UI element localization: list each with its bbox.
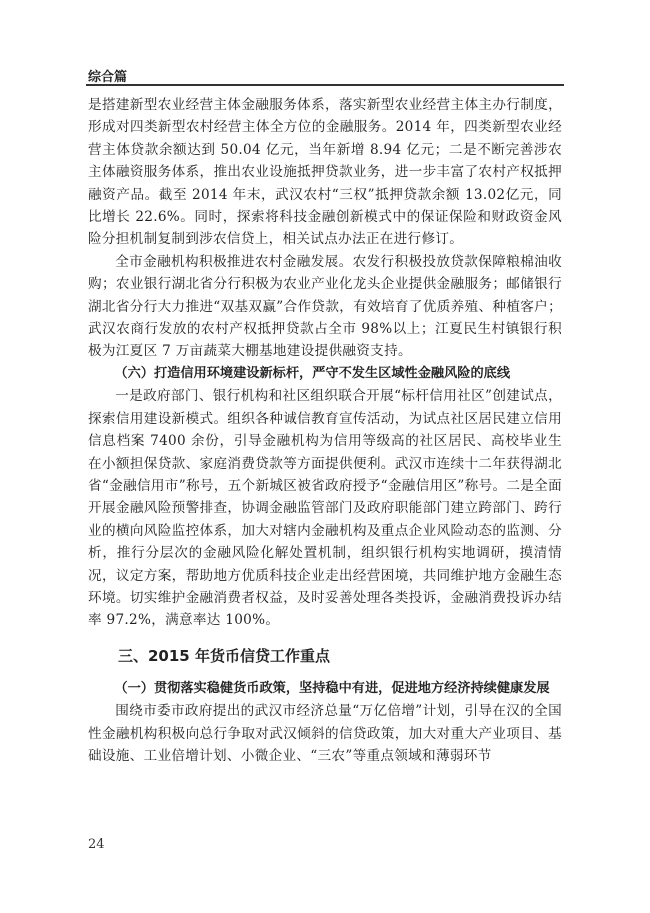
header-rule [86,84,564,86]
page-number: 24 [88,837,105,852]
page-body [88,94,562,767]
section-heading-3: 三、2015 年货币信贷工作重点 [118,646,330,665]
paragraph-1: 是搭建新型农业经营主体金融服务体系，落实新型农业经营主体主办行制度，形成对四类新型农村经营主体全方位的金融服务。2014 年，四类新型农业经营主体贷款余额达到 50.04 亿元，当年新增 8.94 亿元；二是不断完善涉农主体融资服务体系，推出农业设施抵押贷款业务，进一步丰富了农村产权抵押融资产品。截至 2014 年末，武汉农村“三权”抵押贷款余额 13.02亿元，同比增长 22.6%。同时，探索将科技金融创新模式中的保证保险和财政资金风险分担机制复制到涉农信贷上，相关试点办法正在进行修订。 [88,97,562,248]
paragraph-4: 围绕市委市政府提出的武汉市经济总量“万亿倍增”计划，引导在汉的全国性金融机构积极向总行争取对武汉倾斜的信贷政策，加大对重大产业项目、基础设施、工业倍增计划、小微企业、“三农”等重点领域和薄弱环节 [88,703,562,764]
running-header: 综合篇 [88,70,128,85]
subheading-1: （一）贯彻落实稳健货币政策，坚持稳中有进，促进地方经济持续健康发展 [114,680,550,696]
paragraph-3: 一是政府部门、银行机构和社区组织联合开展“标杆信用社区”创建试点，探索信用建设新模式。组织各种诚信教育宣传活动，为试点社区居民建立信用信息档案 7400 余份，引导金融机构为信用等级高的社区居民、高校毕业生在小额担保贷款、家庭消费贷款等方面提供便利。武汉市连续十二年获得湖北省“金融信用市”称号，五个新城区被省政府授予“金融信用区”称号。二是全面开展金融风险预警排查，协调金融监管部门及政府职能部门建立跨部门、跨行业的横向风险监控体系，加大对辖内金融机构及重点企业风险动态的监测、分析，推行分层次的金融风险化解处置机制，组织银行机构实地调研，摸清情况，议定方案，帮助地方优质科技企业走出经营困境，共同维护地方金融生态环境。切实维护金融消费者权益，及时妥善处理各类投诉，金融消费投诉办结率 97.2%，满意率达 100%。 [88,388,562,629]
subheading-6: （六）打造信用环境建设新标杆，严守不发生区域性金融风险的底线 [114,365,511,381]
paragraph-2: 全市金融机构积极推进农村金融发展。农发行积极投放贷款保障粮棉油收购；农业银行湖北省分行积极为农业产业化龙头企业提供金融服务；邮储银行湖北省分行大力推进“双基双赢”合作贷款，有效培育了优质养殖、种植客户；武汉农商行发放的农村产权抵押贷款占全市 98%以上；江夏民生村镇银行积极为江夏区 7 万亩蔬菜大棚基地建设提供融资支持。 [88,253,562,360]
